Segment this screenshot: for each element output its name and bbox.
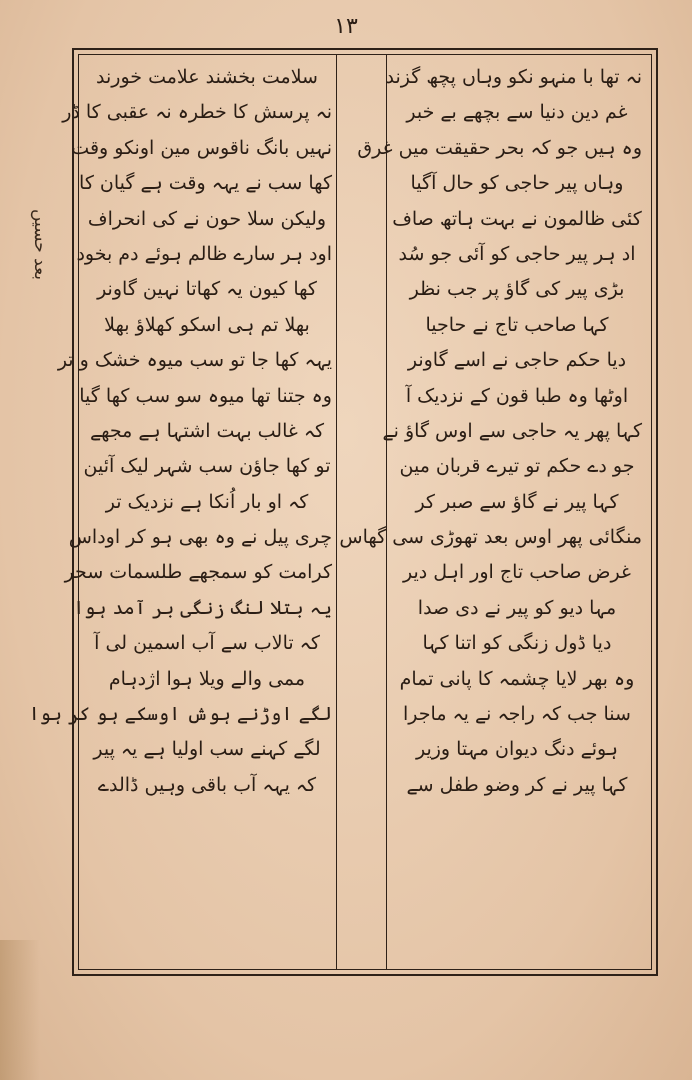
verse-line: ممی والے ویلا ہوا اژدہام xyxy=(108,667,306,690)
verse-line: نہ تھا با منہو نکو وہاں پچھ گزند xyxy=(385,66,642,88)
verse-line: غرض صاحب تاج اور اہل دیر xyxy=(403,561,631,584)
verse-line: اود ہر سارے ظالم ہوئے دم بخود xyxy=(76,242,332,265)
verse-line: مہا دیو کو پیر نے دی صدا xyxy=(417,596,617,619)
verse-line: یہ بتلا لنگ زنگی بر آمد ہوا xyxy=(73,596,332,619)
verse-line: غم دین دنیا سے بچھے بے خبر xyxy=(406,101,628,124)
verse-line: اد ہر پیر حاجی کو آئی جو سُد xyxy=(398,242,636,265)
column-divider-right xyxy=(386,54,387,970)
verse-line: وہ جتنا تھا میوہ سو سب کھا گیا xyxy=(79,384,332,407)
page-number: ۱۳ xyxy=(334,14,358,39)
right-column xyxy=(339,60,642,803)
verse-line: بھلا تم ہی اسکو کھلاؤ بھلا xyxy=(104,313,310,336)
verse-line: تو کھا جاؤن سب شہر لیک آئین xyxy=(83,455,331,478)
verse-line: لگے اوڑنے ہوش اوسکے ہو کر ہوا xyxy=(28,703,332,726)
page-stain xyxy=(0,940,40,1080)
verse-line: کہ او بار اُنکا ہے نزدیک تر xyxy=(105,490,309,513)
verse-line: کئی ظالمون نے بہت ہاتھ صاف xyxy=(392,207,642,230)
verse-line: کہ غالب بہت اشتہا ہے مجھے xyxy=(89,419,325,442)
verse-line: جو دے حکم تو تیرے قربان مین xyxy=(399,455,635,478)
verse-line: کرامت کو سمجھے طلسمات سحر xyxy=(64,561,332,584)
verse-line: کہا صاحب تاج نے حاجیا xyxy=(425,313,609,336)
verse-line: وہاں پیر حاجی کو حال آگیا xyxy=(410,172,624,195)
verse-line: نہ پرسش کا خطرہ نہ عقبی کا ڈر xyxy=(62,101,332,124)
verse-line: کہا پھر یہ حاجی سے اوس گاؤ نے xyxy=(382,419,642,442)
verse-line: منگائی پھر اوس بعد تھوڑی سی گھاس xyxy=(339,526,642,549)
verse-line: بڑی پیر کی گاؤ پر جب نظر xyxy=(409,278,625,301)
verse-line: دیا ڈول زنگی کو اتنا کہا xyxy=(422,632,612,655)
verse-line: کہا پیر نے کر وضو طفل سے xyxy=(406,773,628,796)
column-divider-left xyxy=(336,54,337,970)
verse-line: وہ ہیں جو کہ بحر حقیقت میں غرق xyxy=(357,136,642,159)
verse-line: ولیکن سلا حون نے کی انحراف xyxy=(87,207,327,230)
verse-line: وہ بھر لایا چشمہ کا پانی تمام xyxy=(399,667,635,690)
verse-line: چری پیل نے وہ بھی ہو کر اوداس xyxy=(68,526,332,549)
verse-line: کہ یہہ آب باقی وہیں ڈالدے xyxy=(97,773,317,796)
verse-line: اوٹھا وہ طبا قون کے نزدیک آ xyxy=(405,384,629,407)
verse-line: لگے کہنے سب اولیا ہے یہ پیر xyxy=(93,738,321,761)
verse-line: نہیں بانگ ناقوس مین اونکو وقت xyxy=(71,136,332,159)
verse-line: کھا کیون یہ کھاتا نہین گاونر xyxy=(97,278,317,301)
margin-note: بعد حسیں xyxy=(30,208,50,280)
verse-line: ہوئے دنگ دیوان مہتا وزیر xyxy=(415,738,619,761)
verse-line: کہا پیر نے گاؤ سے صبر کر xyxy=(415,490,619,513)
verse-line: دیا حکم حاجی نے اسے گاونر xyxy=(407,349,627,372)
verse-line: کہ تالاب سے آب اسمین لی آ xyxy=(94,632,320,655)
verse-line: یہہ کھا جا تو سب میوہ خشک و تر xyxy=(57,349,332,372)
verse-line: سلامت بخشند علامت خورند xyxy=(96,66,318,88)
verse-line: کھا سب نے یہہ وقت ہے گیان کا xyxy=(79,172,332,195)
verse-line: سنا جب کہ راجہ نے یہ ماجرا xyxy=(403,703,631,726)
